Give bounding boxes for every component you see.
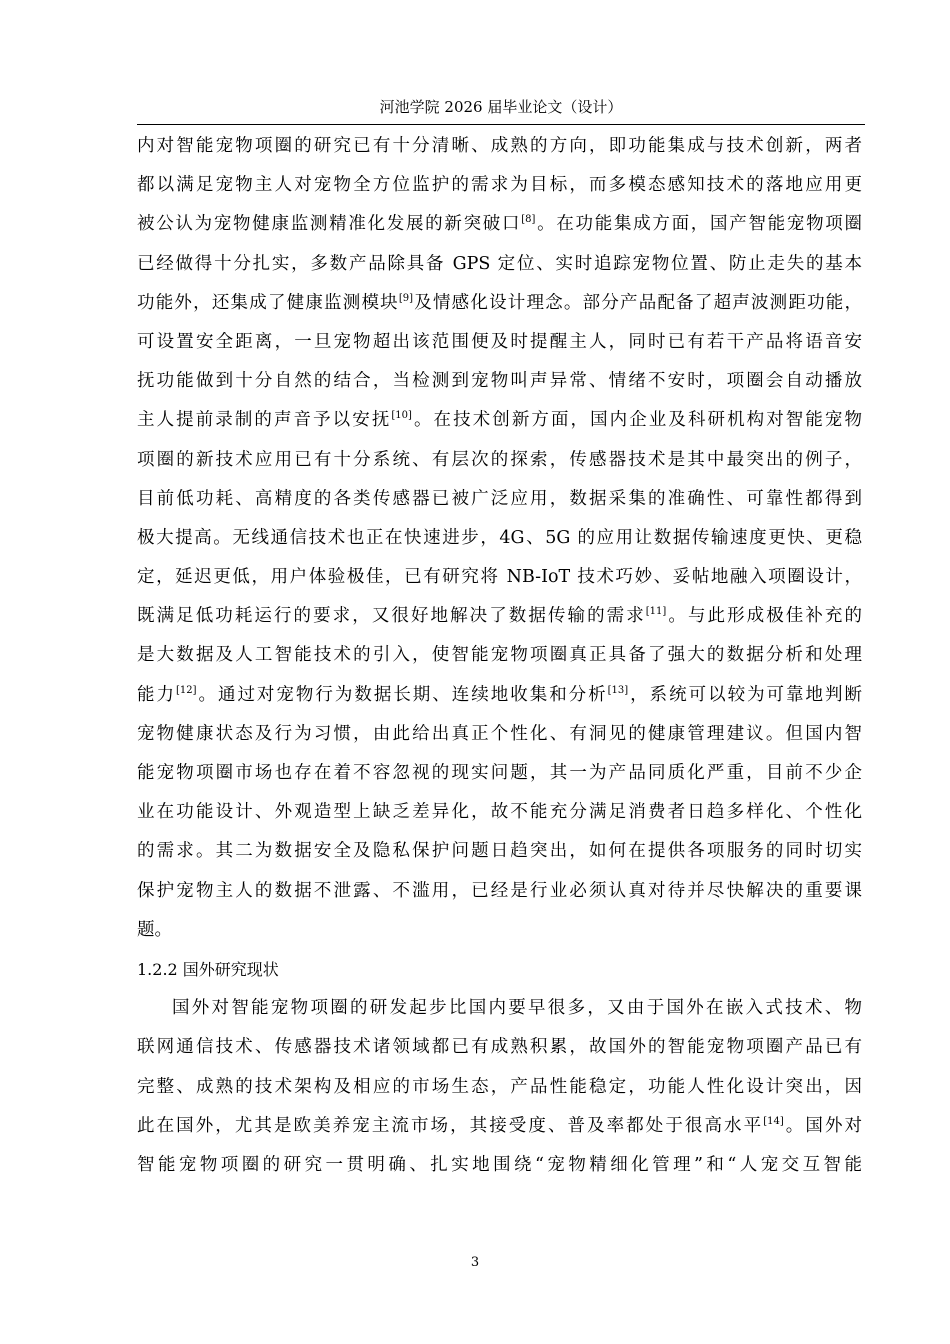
- text-segment: 项圈的新技术应用已有十分系统、有层次的探索，传感器技术是其中最突出的例子，: [137, 449, 862, 470]
- text-segment: 是大数据及人工智能技术的引入，使智能宠物项圈真正具备了强大的数据分析和处理: [137, 645, 862, 666]
- text-segment: 题。: [137, 919, 172, 940]
- text-line: [137, 166, 862, 205]
- paragraph-foreign-research: [137, 989, 862, 1185]
- text-line: [137, 1146, 862, 1185]
- text-segment: 定，延迟更低，用户体验极佳，已有研究将 NB-IoT 技术巧妙、妥帖地融入项圈设计，: [137, 567, 862, 588]
- body-text: [137, 127, 862, 1185]
- text-segment: 。通过对宠物行为数据长期、连续地收集和分析: [196, 684, 608, 705]
- text-segment: 宠物健康状态及行为习惯，由此给出真正个性化、有洞见的健康管理建议。但国内智: [137, 723, 862, 744]
- text-line: [137, 323, 862, 362]
- text-segment: 业在功能设计、外观造型上缺乏差异化，故不能充分满足消费者日趋多样化、个性化: [137, 802, 862, 823]
- citation-marker: [11]: [645, 606, 667, 618]
- text-line: [137, 597, 862, 636]
- text-line: [137, 362, 862, 401]
- citation-marker: [9]: [398, 292, 414, 304]
- text-line: [137, 872, 862, 911]
- page-number: 3: [470, 1255, 480, 1270]
- header-rule: [137, 124, 865, 125]
- text-line: [137, 676, 862, 715]
- text-line: [137, 401, 862, 440]
- page-header: 河池学院 2026 届毕业论文（设计）: [379, 98, 623, 116]
- text-segment: 抚功能做到十分自然的结合，当检测到宠物叫声异常、情绪不安时，项圈会自动播放: [137, 371, 862, 392]
- text-segment: ，系统可以较为可靠地判断: [628, 684, 862, 705]
- text-line: [137, 519, 862, 558]
- text-line: [137, 1028, 862, 1067]
- text-line: [137, 911, 862, 950]
- text-line: [137, 441, 862, 480]
- text-line: [137, 989, 862, 1028]
- text-line: [137, 480, 862, 519]
- text-segment: 联网通信技术、传感器技术诸领域都已有成熟积累，故国外的智能宠物项圈产品已有: [137, 1037, 862, 1058]
- text-line: [137, 245, 862, 284]
- text-segment: 国外对智能宠物项圈的研发起步比国内要早很多，又由于国外在嵌入式技术、物: [172, 998, 862, 1019]
- citation-marker: [12]: [175, 684, 197, 696]
- text-segment: 保护宠物主人的数据不泄露、不滥用，已经是行业必须认真对待并尽快解决的重要课: [137, 880, 862, 901]
- text-line: [137, 284, 862, 323]
- text-segment: 。在技术创新方面，国内企业及科研机构对智能宠物: [411, 410, 862, 431]
- text-segment: 。在功能集成方面，国产智能宠物项圈: [535, 214, 863, 235]
- text-line: [137, 1107, 862, 1146]
- text-segment: 内对智能宠物项圈的研究已有十分清晰、成熟的方向，即功能集成与技术创新，两者: [137, 136, 862, 156]
- text-segment: 此在国外，尤其是欧美养宠主流市场，其接受度、普及率都处于很高水平: [137, 1115, 764, 1136]
- text-segment: 及情感化设计理念。部分产品配备了超声波测距功能，: [413, 292, 863, 313]
- text-segment: 的需求。其二为数据安全及隐私保护问题日趋突出，如何在提供各项服务的同时切实: [137, 841, 862, 862]
- text-line: [137, 754, 862, 793]
- text-line: [137, 1068, 862, 1107]
- text-segment: 能宠物项圈市场也存在着不容忽视的现实问题，其一为产品同质化严重，目前不少企: [137, 763, 862, 783]
- section-heading: 1.2.2 国外研究现状: [137, 959, 279, 979]
- text-line: [137, 636, 862, 675]
- text-line: [137, 127, 862, 166]
- text-segment: 目前低功耗、高精度的各类传感器已被广泛应用，数据采集的准确性、可靠性都得到: [137, 488, 862, 509]
- citation-marker: [13]: [607, 684, 629, 696]
- text-segment: 极大提高。无线通信技术也正在快速进步，4G、5G 的应用让数据传输速度更快、更稳: [137, 527, 862, 548]
- text-segment: 功能外，还集成了健康监测模块: [137, 292, 399, 313]
- text-segment: 都以满足宠物主人对宠物全方位监护的需求为目标，而多模态感知技术的落地应用更: [137, 175, 862, 196]
- text-line: [137, 715, 862, 754]
- text-segment: 被公认为宠物健康监测精准化发展的新突破口: [137, 214, 522, 235]
- text-segment: 主人提前录制的声音予以安抚: [137, 410, 392, 431]
- text-segment: 既满足低功耗运行的要求，又很好地解决了数据传输的需求: [137, 606, 646, 627]
- text-segment: 完整、成熟的技术架构及相应的市场生态，产品性能稳定，功能人性化设计突出，因: [137, 1076, 862, 1097]
- text-line: [137, 558, 862, 597]
- text-segment: 能力: [137, 684, 176, 705]
- citation-marker: [8]: [521, 214, 536, 226]
- text-segment: 。国外对: [783, 1115, 863, 1136]
- text-line: [137, 205, 862, 244]
- text-segment: 已经做得十分扎实，多数产品除具备 GPS 定位、实时追踪宠物位置、防止走失的基本: [137, 253, 862, 274]
- citation-marker: [10]: [391, 410, 412, 422]
- citation-marker: [14]: [763, 1115, 784, 1127]
- text-line: [137, 832, 862, 871]
- text-segment: 智能宠物项圈的研究一贯明确、扎实地围绕“宠物精细化管理”和“人宠交互智能: [137, 1154, 862, 1175]
- text-segment: 可设置安全距离，一旦宠物超出该范围便及时提醒主人，同时已有若干产品将语音安: [137, 331, 862, 352]
- text-segment: 。与此形成极佳补充的: [666, 606, 862, 627]
- paragraph-continued: [137, 127, 862, 950]
- text-line: [137, 793, 862, 832]
